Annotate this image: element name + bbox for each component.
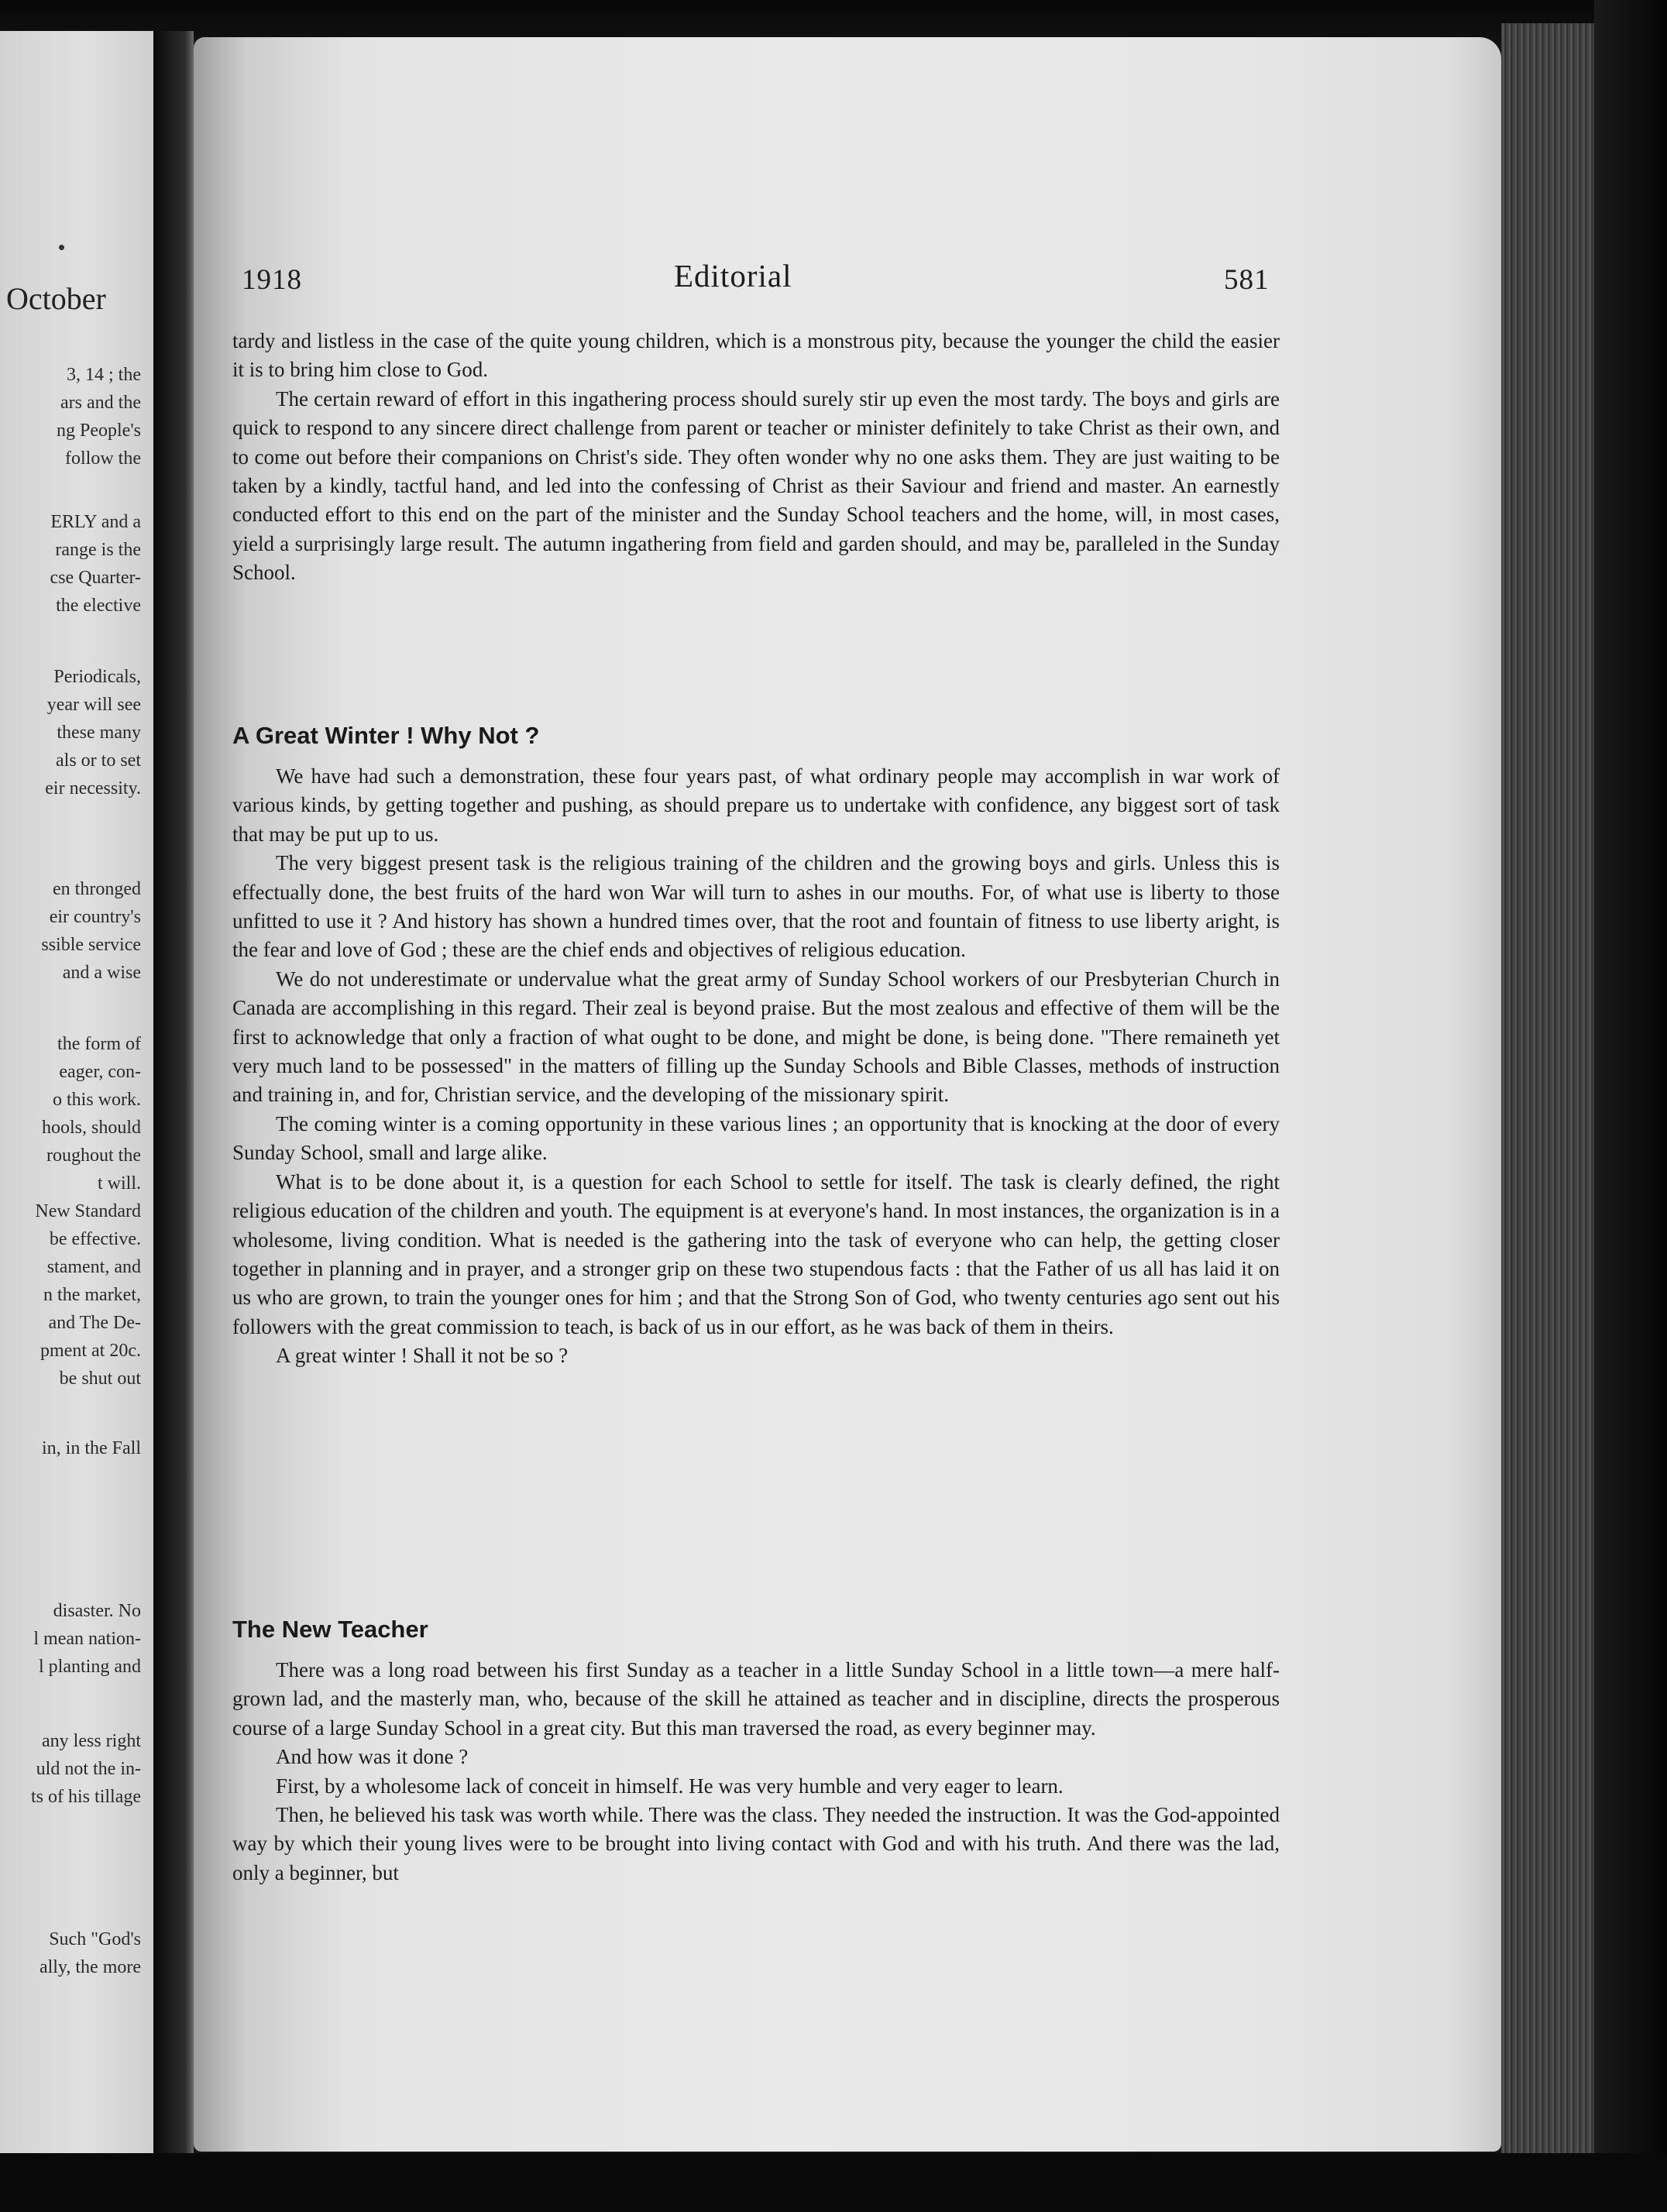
previous-page-line: cse Quarter- [50,568,141,588]
previous-page-line: be effective. [49,1229,141,1249]
paragraph: A great winter ! Shall it not be so ? [276,1344,569,1368]
previous-page-line: ssible service [41,935,141,955]
previous-page-line: en thronged [53,879,141,899]
previous-page-line: ally, the more [39,1957,141,1977]
previous-page-line: stament, and [46,1257,141,1277]
previous-page-line: t will. [97,1173,141,1194]
paragraph: The coming winter is a coming opportunity in these various lines ; an opportunity that is knocking at the door of every Sunday School, small and large alike. [232,1111,1280,1165]
previous-page-line: uld not the in- [36,1759,141,1779]
previous-page-line: these many [57,723,141,743]
previous-page-line: n the market, [43,1285,141,1305]
previous-page-line: roughout the [46,1146,141,1166]
section-body [232,1656,1280,1887]
previous-page-line: ERLY and a [50,512,141,532]
paragraph: Then, he believed his task was worth while. There was the class. They needed the instruction. It was the God-appointed way by which their young lives were to be brought into living contact with God and with his truth. And there was the lad, only a beginner, but [232,1803,1280,1884]
paragraph: And how was it done ? [276,1745,469,1769]
paragraph: The very biggest present task is the religious training of the children and the growing boys and girls. Unless this is effectually done, the best fruits of the hard won War will turn to ashes in our mouths. For, of what use is liberty to those unfitted to use it ? And history has shown a hundred times over, that the root and fountain of fitness to use liberty aright, is the fear and love of God ; these are the chief ends and objectives of religious education. [232,851,1280,962]
previous-page-line: year will see [46,695,141,715]
paragraph: What is to be done about it, is a question for each School to settle for itself. The task is clearly defined, the right religious education of the children and youth. The equipment is at everyone's hand. In most instances, the organization is in a wholesome, living condition. What is needed is the gathering into the task of everyone who can help, the getting closer together in planning and in prayer, and a stronger grip on these two stupendous facts : that the Father of us all has laid it on us who are grown, to train the younger ones for him ; and that the Strong Son of God, who twenty centuries ago sent out his followers with the great commission to teach, is back of us in our effort, as he was back of them in theirs. [232,1170,1280,1338]
paragraph: We have had such a demonstration, these four years past, of what ordinary people may accomplish in war work of various kinds, by getting together and pushing, as should prepare us to undertake with confidence, any biggest sort of task that may be put up to us. [232,764,1280,846]
paragraph: tardy and listless in the case of the quite young children, which is a monstrous pity, because the younger the child the easier it is to bring him close to God. [232,329,1280,382]
previous-page-line: Such "God's [49,1929,141,1949]
previous-page-line: follow the [65,448,141,469]
previous-page-line: and a wise [62,963,141,983]
previous-page-line: any less right [42,1731,141,1751]
previous-page-line: o this work. [53,1090,141,1110]
previous-page-line: and The De- [48,1313,141,1333]
previous-page-line: be shut out [59,1369,141,1389]
book-gutter [153,31,194,2153]
page-stack-edge [1501,23,1594,2169]
previous-page-line: l mean nation- [33,1629,141,1649]
previous-page-line: in, in the Fall [42,1438,141,1458]
previous-page-line: l planting and [39,1657,141,1677]
paragraph: First, by a wholesome lack of conceit in himself. He was very humble and very eager to learn. [276,1774,1064,1798]
scan-right-edge [1594,0,1667,2212]
previous-page-line: the elective [56,596,141,616]
previous-page-line: ng People's [57,421,141,441]
previous-page-line: disaster. No [53,1601,141,1621]
section-heading: The New Teacher [232,1616,428,1643]
previous-page-line: ars and the [60,393,141,413]
previous-page-line: hools, should [41,1118,141,1138]
previous-page-line: the form of [57,1034,141,1054]
previous-page-line: eir necessity. [45,778,141,799]
paragraph: There was a long road between his first Sunday as a teacher in a little Sunday School in a little town—a mere half-grown lad, and the masterly man, who, because of the skill he attained as teacher and in discipline, directs the prosperous course of a large Sunday School in a great city. But this man traversed the road, as every beginner may. [232,1658,1280,1740]
previous-page-line: 3, 14 ; the [67,365,141,385]
paragraph: We do not underestimate or undervalue what the great army of Sunday School workers of our Presbyterian Church in Canada are accomplishing in this regard. Their zeal is beyond praise. But the most zealous and effective of them will be the first to acknowledge that only a fraction of what ought to be done, and might be done, is being done. "There remaineth yet very much land to be possessed" in the matters of filling up the Sunday Schools and Bible Classes, methods of instruction and training in, and for, Christian service, and the developing of the missionary spirit. [232,967,1280,1107]
paragraph: The certain reward of effort in this ingathering process should surely stir up even the most tardy. The boys and girls are quick to respond to any sincere direct challenge from parent or teacher or minister definitely to take Christ as their own, and to come out before their companions on Christ's side. They often wonder why no one asks them. They are just waiting to be taken by a kindly, tactful hand, and led into the confessing of Christ as their Saviour and friend and master. An earnestly conducted effort to this end on the part of the minister and the Sunday School teachers and the home, will, in most cases, yield a surprisingly large result. The autumn ingathering from field and garden should, and may be, paralleled in the Sunday School. [232,386,1280,585]
previous-page-line: ts of his tillage [31,1787,141,1807]
running-head-title: Editorial [674,258,792,294]
previous-page-line: Periodicals, [53,667,141,687]
previous-page-line: als or to set [56,750,141,771]
running-head-year: 1918 [242,264,302,296]
previous-page-line: New Standard [35,1201,141,1221]
page-number: 581 [1224,264,1270,296]
previous-page-header: October [6,281,106,316]
ink-dot [59,245,64,250]
previous-page-fragment [0,31,153,2153]
section-heading: A Great Winter ! Why Not ? [232,722,540,749]
scan-bottom-edge [0,2153,1667,2212]
section-body [232,762,1280,1371]
previous-page-line: range is the [55,540,141,560]
previous-page-line: eager, con- [59,1062,141,1082]
intro-text [232,327,1280,588]
previous-page-line: pment at 20c. [40,1341,141,1361]
previous-page-line: eir country's [49,907,141,927]
